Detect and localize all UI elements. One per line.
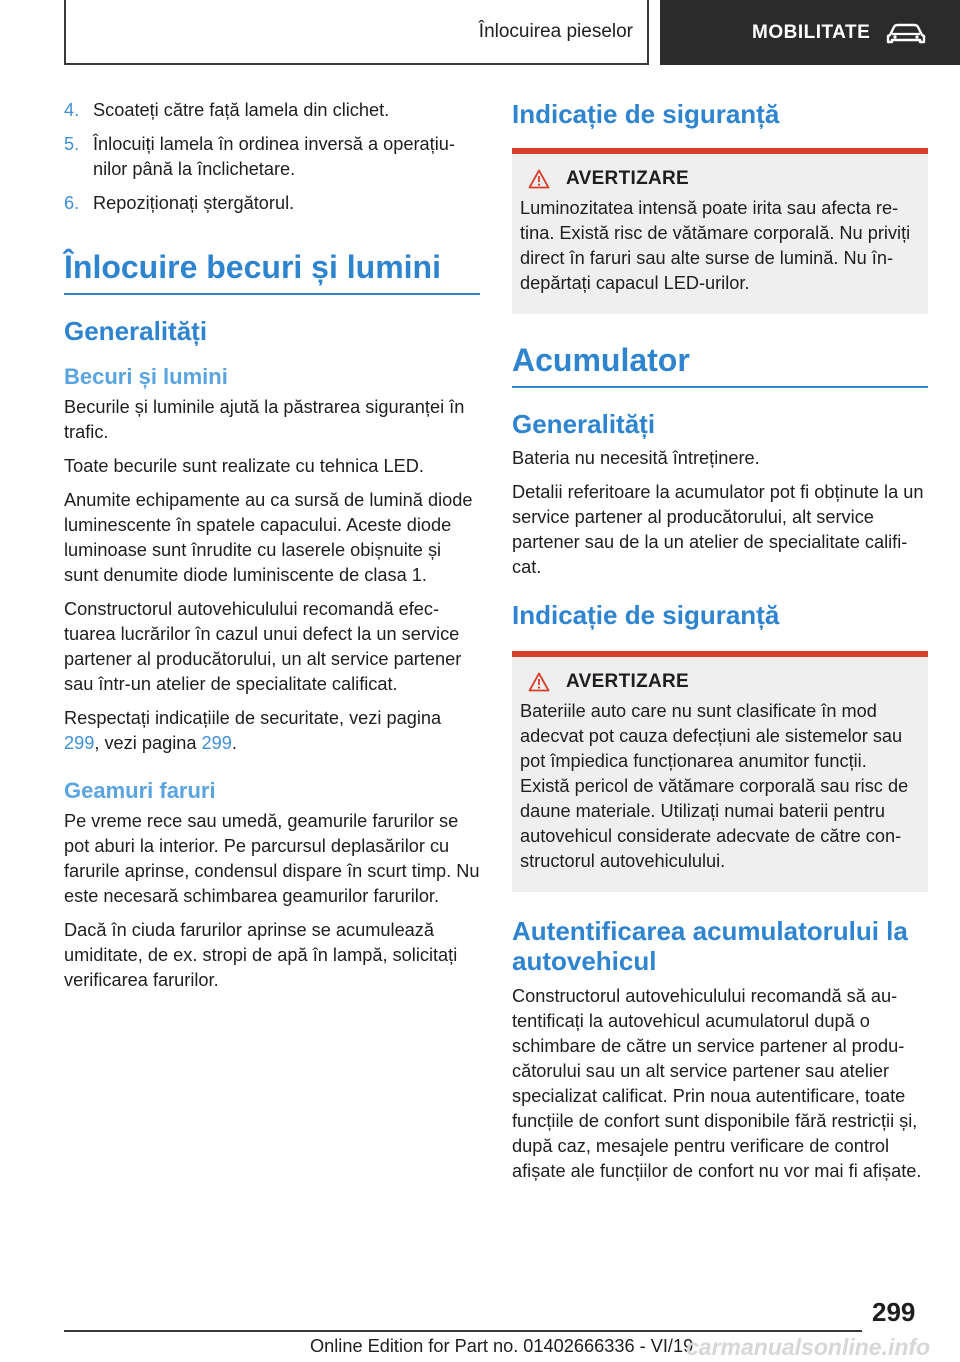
steps-list bbox=[64, 98, 480, 216]
car-icon bbox=[884, 21, 928, 45]
list-item bbox=[64, 191, 480, 216]
text-run: , vezi pagina bbox=[94, 733, 202, 753]
warning-box bbox=[512, 148, 928, 314]
heading-bulbs-lights: Înlocuire becuri și lumini bbox=[64, 247, 480, 295]
warning-title: AVERTIZARE bbox=[566, 671, 689, 692]
warning-header bbox=[520, 671, 920, 693]
list-item bbox=[64, 98, 480, 123]
heading-safety-note: Indicație de siguranță bbox=[512, 99, 780, 129]
page-link[interactable]: 299 bbox=[201, 733, 232, 753]
header-section-box bbox=[64, 0, 649, 65]
step-number: 6. bbox=[64, 193, 80, 213]
list-item bbox=[64, 132, 480, 182]
paragraph: Constructorul autovehiculului recomandă să autentificați la autovehicul acumulatorul după o schimbare de către un service partener al producătorului sau un alt service partener sau atelier specializat calificat. Prin noua autentificare, toate funcțiile de confort sunt disponibile fără restricții și, după caz, mesajele pentru verificare de control afișate ale funcțiilor de confort nu vor mai fi afișate. bbox=[512, 986, 922, 1181]
paragraph: Toate becurile sunt realizate cu tehnica LED. bbox=[64, 456, 424, 476]
heading-general: Generalități bbox=[64, 316, 208, 346]
page-link[interactable]: 299 bbox=[64, 733, 95, 753]
paragraph: Detalii referitoare la acumulator pot fi obținute la un service partener al producătorului, alt service partener sau de la un atelier de specialitate calificat. bbox=[512, 482, 924, 577]
text-run: . bbox=[231, 733, 237, 753]
warning-triangle-icon bbox=[528, 672, 550, 692]
warning-text: Luminozitatea intensă poate irita sau afecta retina. Există risc de vătămare corporală. Nu priviți direct în faruri sau alte surse de lumină. Nu îndepărtați capacul LED-urilor. bbox=[520, 198, 911, 293]
header-chapter-title: MOBILITATE bbox=[752, 21, 871, 43]
heading-headlight-glass: Geamuri faruri bbox=[64, 778, 216, 803]
heading-battery-authentication: Autentificarea acumulatorului la autovehicul bbox=[512, 916, 908, 976]
warning-header bbox=[520, 168, 920, 190]
heading-battery: Acumulator bbox=[512, 340, 928, 388]
page-number: 299 bbox=[872, 1297, 916, 1327]
step-number: 4. bbox=[64, 100, 80, 120]
warning-text: Bateriile auto care nu sunt clasificate în mod adecvat pot cauza defecțiuni ale sistemelor sau pot împiedica funcționarea anumitor funcții. Există pericol de vătămare corporală sau risc de daune materiale. Utilizați numai baterii pentru autovehicul considerate adecvate de către constructorul autovehiculului. bbox=[520, 701, 909, 871]
paragraph: Dacă în ciuda farurilor aprinse se acumulează umiditate, de ex. stropi de apă în lampă, solicitați verificarea farurilor. bbox=[64, 920, 458, 990]
step-text: Repoziționați ștergătorul. bbox=[93, 193, 295, 213]
header-section-title: Înlocuirea pieselor bbox=[478, 20, 633, 42]
paragraph-safety-ref bbox=[64, 706, 480, 756]
header-chapter-box bbox=[660, 0, 960, 65]
warning-triangle-icon bbox=[528, 169, 550, 189]
paragraph: Bateria nu necesită întreținere. bbox=[512, 448, 760, 468]
step-text: Scoateți către față lamela din clichet. bbox=[93, 100, 390, 120]
heading-general: Generalități bbox=[512, 409, 656, 439]
paragraph: Constructorul autovehiculului recomandă efectuarea lucrărilor în cazul unui defect la un service partener al producătorului, un alt service partener sau într-un atelier de specialitate calificat. bbox=[64, 599, 462, 694]
warning-title: AVERTIZARE bbox=[566, 168, 689, 189]
step-text: Înlocuiți lamela în ordinea inversă a operațiunilor până la înclichetare. bbox=[93, 134, 455, 179]
text-run: Respectați indicațiile de securitate, vezi pagina bbox=[64, 708, 442, 728]
left-column bbox=[64, 98, 480, 1002]
watermark: carmanualsonline.info bbox=[686, 1334, 931, 1360]
step-number: 5. bbox=[64, 134, 80, 154]
heading-safety-note: Indicație de siguranță bbox=[512, 600, 780, 630]
right-column bbox=[512, 98, 928, 1193]
warning-box bbox=[512, 651, 928, 892]
footer-edition: Online Edition for Part no. 01402666336 - VI/19 bbox=[310, 1336, 694, 1356]
paragraph: Anumite echipamente au ca sursă de lumină diode luminescente în spatele capacului. Aceste diode luminoase sunt înrudite cu laserele obișnuite și sunt denumite diode luminiscente de clasa 1. bbox=[64, 490, 473, 585]
paragraph: Pe vreme rece sau umedă, geamurile farurilor se pot aburi la interior. Pe parcursul deplasărilor cu farurile aprinse, condensul dispare în scurt timp. Nu este necesară schimbarea geamurilor farurilor. bbox=[64, 811, 480, 906]
footer-divider bbox=[64, 1330, 862, 1332]
heading-bulbs: Becuri și lumini bbox=[64, 364, 228, 389]
paragraph: Becurile și luminile ajută la păstrarea siguranței în trafic. bbox=[64, 397, 465, 442]
